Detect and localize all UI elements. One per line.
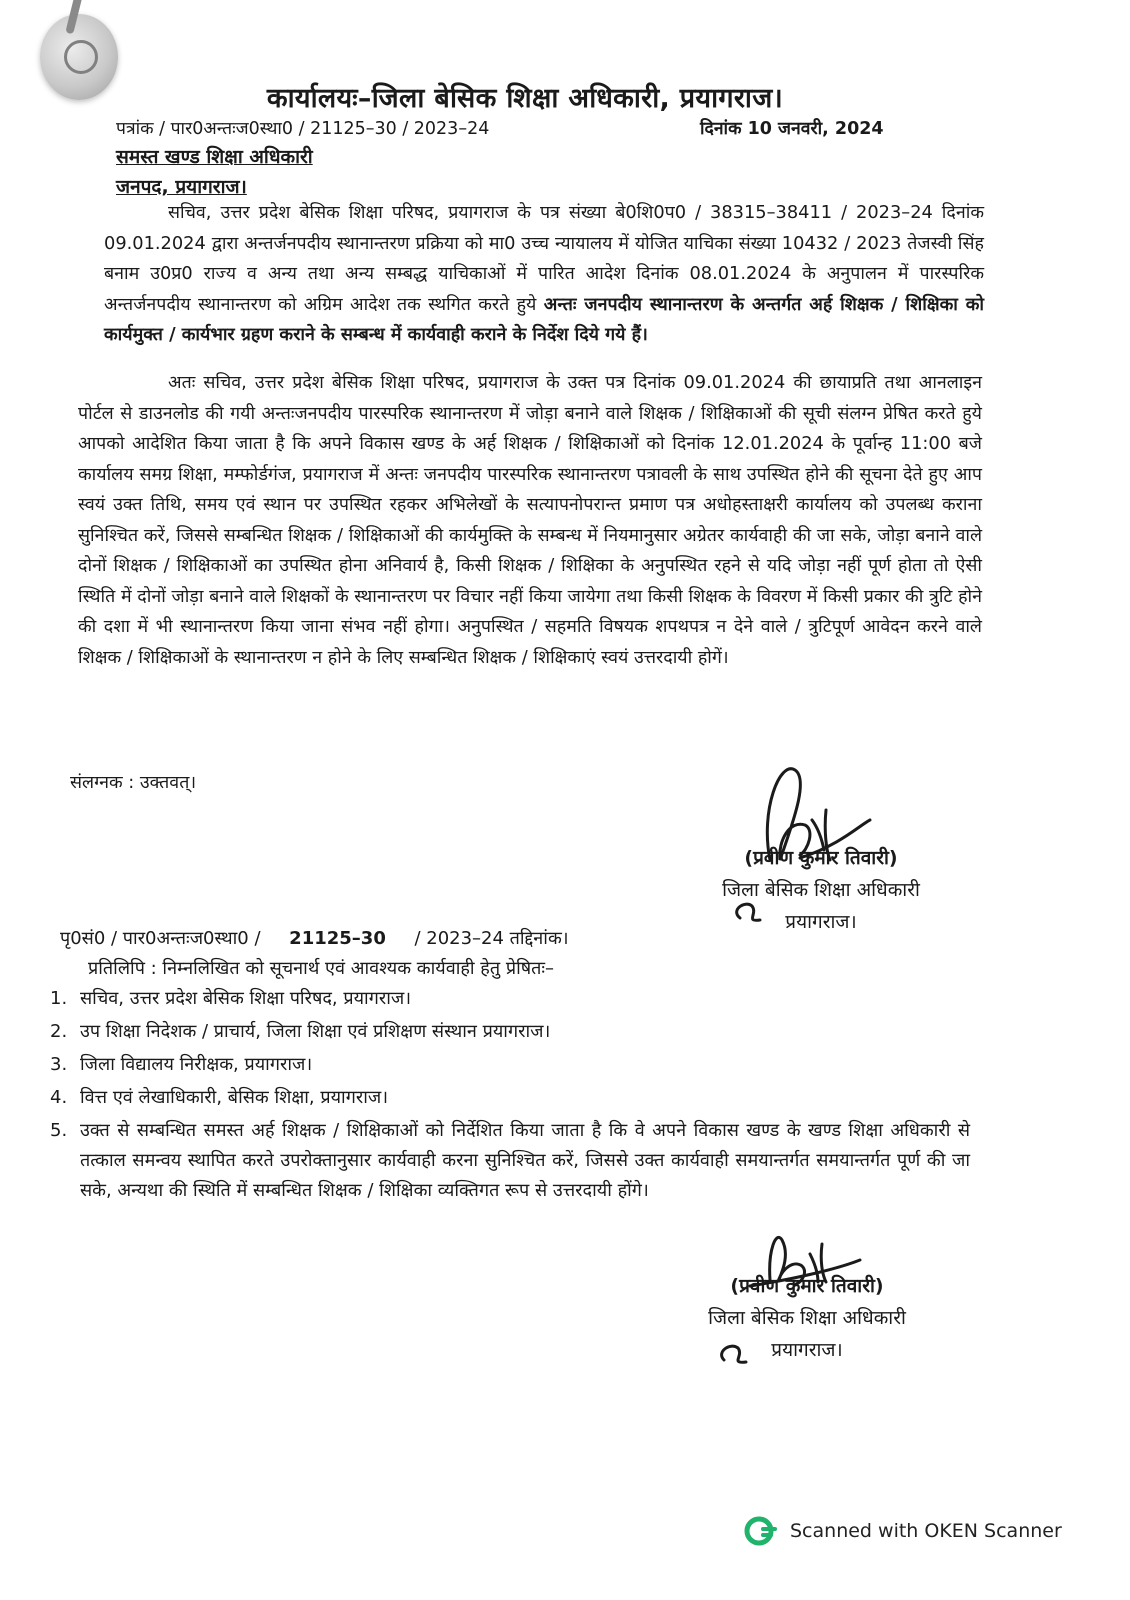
copy-reference (60, 926, 569, 950)
oken-scanner-logo-icon (744, 1516, 780, 1546)
list-item-number: 1. (50, 988, 68, 1009)
signature-block-1 (676, 842, 966, 938)
list-item-number: 3. (50, 1054, 68, 1075)
list-item-text: जिला विद्यालय निरीक्षक, प्रयागराज। (80, 1054, 313, 1075)
list-item-number: 2. (50, 1021, 68, 1042)
body-paragraph-1 (104, 198, 984, 351)
list-item-text: उक्त से सम्बन्धित समस्त अर्ह शिक्षक / शिक्षिकाओं को निर्देशित किया जाता है कि वे अपने विकास खण्ड के खण्ड शिक्षा अधिकारी से तत्काल समन्वय स्थापित करते उपरोक्तानुसार कार्यवाही करना सुनिश्चित करें, जिससे उक्त कार्यवाही समयान्तर्गत समयान्तर्गत पूर्ण की जा सके, अन्यथा की स्थिति में सम्बन्धित शिक्षक / शिक्षिका व्यक्तिगत रूप से उत्तरदायी होंगे। (80, 1120, 970, 1201)
list-item (50, 1083, 970, 1113)
list-item-text: उप शिक्षा निदेशक / प्राचार्य, जिला शिक्षा एवं प्रशिक्षण संस्थान प्रयागराज। (80, 1021, 551, 1042)
signatory-name-1: (प्रवीण कुमार तिवारी) (744, 847, 898, 869)
addressee-line-2: जनपद, प्रयागराज। (116, 176, 247, 198)
list-item-number: 4. (50, 1087, 68, 1108)
enclosure-note: संलग्नक : उक्तवत्। (70, 772, 197, 793)
scanner-watermark (744, 1515, 1104, 1547)
signature-block-2 (662, 1270, 952, 1366)
list-item-text: सचिव, उत्तर प्रदेश बेसिक शिक्षा परिषद, प्रयागराज। (80, 988, 412, 1009)
copy-recipient-list (50, 984, 970, 1206)
body-paragraph-1-text: सचिव, उत्तर प्रदेश बेसिक शिक्षा परिषद, प्रयागराज के पत्र संख्या बे0शि0प0 / 38315–38411 / 2023–24 दिनांक 09.01.2024 द्वारा अन्तर्जनपदीय स्थानान्तरण प्रक्रिया को मा0 उच्च न्यायालय में योजित याचिका संख्या 10432 / 2023 तेजस्वी सिंह बनाम उ0प्र0 राज्य व अन्य तथा अन्य सम्बद्ध याचिकाओं में पारित आदेश दिनांक 08.01.2024 के अनुपालन में पारस्परिक अन्तर्जनपदीय स्थानान्तरण को अग्रिम आदेश तक स्थगित करते हुये (104, 202, 984, 315)
signatory-place-1: प्रयागराज। (785, 911, 857, 933)
addressee-line-1: समस्त खण्ड शिक्षा अधिकारी (116, 146, 313, 168)
copy-intro: प्रतिलिपि : निम्नलिखित को सूचनार्थ एवं आवश्यक कार्यवाही हेतु प्रेषितः– (88, 958, 555, 979)
signatory-designation-1: जिला बेसिक शिक्षा अधिकारी (722, 879, 920, 901)
body-paragraph-1-bold: अन्तः जनपदीय स्थानान्तरण के अन्तर्गत अर्ह शिक्षक / शिक्षिका को कार्यमुक्त / कार्यभार ग्रहण कराने के सम्बन्ध में कार्यवाही कराने के निर्देश दिये गये हैं। (104, 293, 984, 345)
list-item-number: 5. (50, 1120, 68, 1141)
copy-reference-number: 21125–30 (289, 928, 386, 949)
copy-reference-prefix: पृ0सं0 / पार0अन्तःज0स्था0 / (60, 928, 261, 949)
office-title: कार्यालयः–जिला बेसिक शिक्षा अधिकारी, प्रयागराज। (266, 83, 784, 114)
list-item (50, 1017, 970, 1047)
list-item (50, 1116, 970, 1206)
list-item-text: वित्त एवं लेखाधिकारी, बेसिक शिक्षा, प्रयागराज। (80, 1087, 389, 1108)
scanner-text: Scanned with OKEN Scanner (790, 1520, 1062, 1542)
signatory-designation-2: जिला बेसिक शिक्षा अधिकारी (708, 1307, 906, 1329)
signatory-name-2: (प्रवीण कुमार तिवारी) (730, 1275, 884, 1297)
body-paragraph-2: अतः सचिव, उत्तर प्रदेश बेसिक शिक्षा परिषद, प्रयागराज के उक्त पत्र दिनांक 09.01.2024 की छायाप्रति तथा आनलाइन पोर्टल से डाउनलोड की गयी अन्तःजनपदीय पारस्परिक स्थानान्तरण में जोड़ा बनाने वाले शिक्षक / शिक्षिकाओं की सूची संलग्न प्रेषित करते हुये आपको आदेशित किया जाता है कि अपने विकास खण्ड के अर्ह शिक्षक / शिक्षिकाओं को दिनांक 12.01.2024 के पूर्वान्ह 11:00 बजे कार्यालय समग्र शिक्षा, मम्फोर्डगंज, प्रयागराज में अन्तः जनपदीय पारस्परिक स्थानान्तरण पत्रावली के साथ उपस्थित होने की सूचना देते हुए आप स्वयं उक्त तिथि, समय एवं स्थान पर उपस्थित रहकर अभिलेखों के सत्यापनोपरान्त प्रमाण पत्र अधोहस्ताक्षरी कार्यालय को उपलब्ध कराना सुनिश्चित करें, जिससे सम्बन्धित शिक्षक / शिक्षिकाओं की कार्यमुक्ति के सम्बन्ध में नियमानुसार अग्रेतर कार्यवाही की जा सके, जोड़ा बनाने वाले दोनों शिक्षक / शिक्षिकाओं का उपस्थित होना अनिवार्य है, किसी शिक्षक / शिक्षिका के अनुपस्थित रहने से यदि जोड़ा नहीं पूर्ण होता तो ऐसी स्थिति में दोनों जोड़ा बनाने वाले शिक्षकों के स्थानान्तरण पर विचार नहीं किया जायेगा तथा किसी शिक्षक के विवरण में किसी प्रकार की त्रुटि होने की दशा में भी स्थानान्तरण किया जाना संभव नहीं होगा। अनुपस्थित / सहमति विषयक शपथपत्र न देने वाले / त्रुटिपूर्ण आवेदन करने वाले शिक्षक / शिक्षिकाओं के स्थानान्तरण न होने के लिए सम्बन्धित शिक्षक / शिक्षिकाएं स्वयं उत्तरदायी होगें। (78, 372, 982, 668)
letter-date: दिनांक 10 जनवरी, 2024 (700, 119, 884, 139)
letter-reference: पत्रांक / पार0अन्तःज0स्था0 / 21125–30 / 2023–24 (116, 119, 490, 139)
signatory-place-2: प्रयागराज। (771, 1339, 843, 1361)
copy-reference-suffix: / 2023–24 तद्दिनांक। (414, 928, 569, 949)
list-item (50, 984, 970, 1014)
list-item (50, 1050, 970, 1080)
